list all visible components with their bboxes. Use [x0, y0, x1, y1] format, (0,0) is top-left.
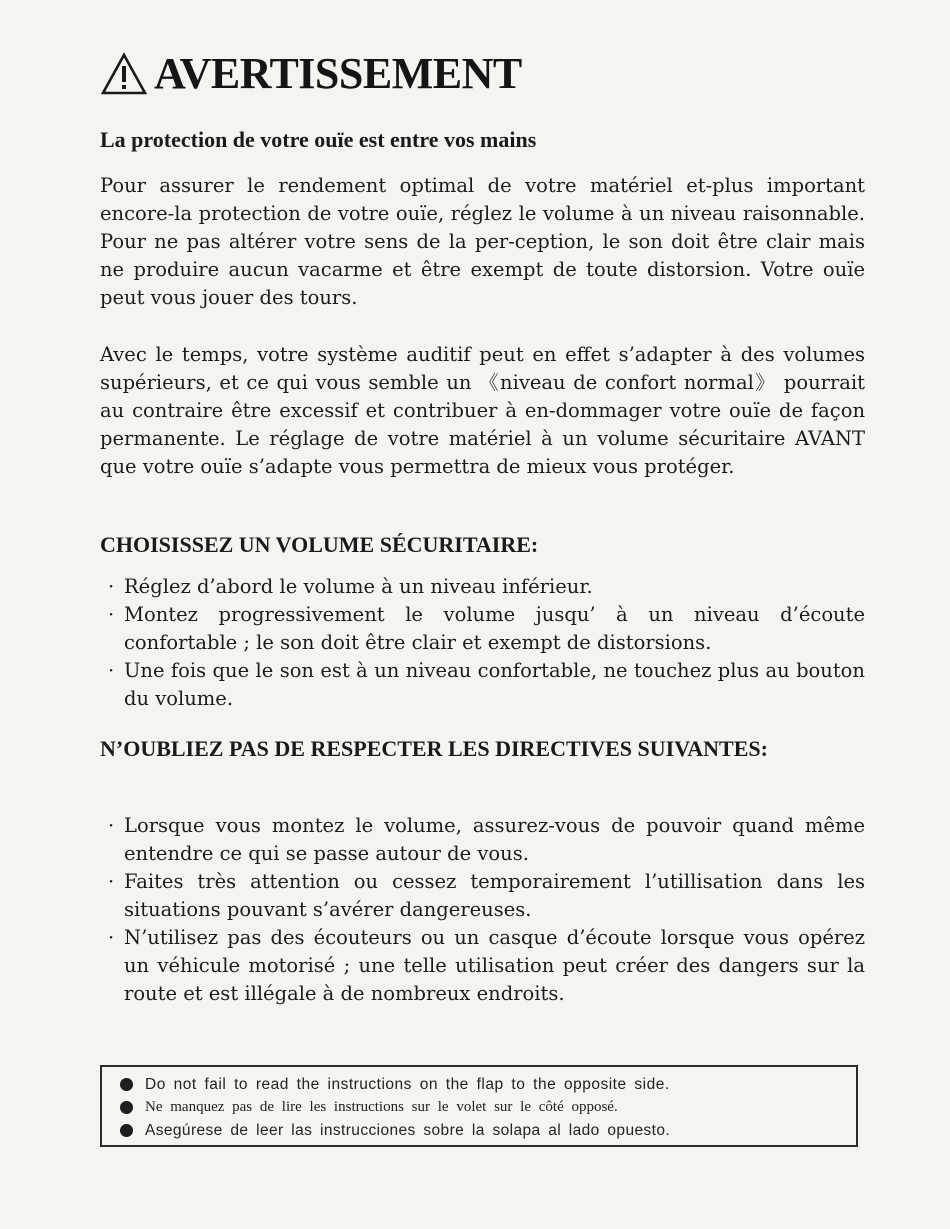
volume-instructions-list [100, 573, 865, 713]
list-item: · Montez progressivement le volume jusqu’ à un niveau d’écoute confortable ; le son doit être clair et exempt de distorsions. [108, 603, 865, 654]
page-title: AVERTISSEMENT [154, 49, 522, 98]
notice-line-english: Do not fail to read the instructions on the flap to the opposite side. [120, 1073, 856, 1096]
list-item: · N’utilisez pas des écouteurs ou un casque d’écoute lorsque vous opérez un véhicule motorisé ; une telle utilisation peut créer des dangers sur la route et est illégale à de nombreux endroits. [108, 926, 865, 1005]
multilingual-notice-box [100, 1065, 858, 1147]
bullet-disc-icon [120, 1124, 133, 1137]
bullet-disc-icon [120, 1101, 133, 1114]
notice-line-spanish: Asegúrese de leer las instrucciones sobre la solapa al lado opuesto. [120, 1119, 856, 1142]
list-item: · Une fois que le son est à un niveau confortable, ne touchez plus au bouton du volume. [108, 659, 865, 710]
title-row [100, 49, 522, 98]
adaptation-paragraph: Avec le temps, votre système auditif peut en effet s’adapter à des volumes supérieurs, et ce qui vous semble un 《niveau de confort normal》 pourrait au contraire être excessif et contribuer à en-dommager votre ouïe de façon permanente. Le réglage de votre matériel à un volume sécuritaire AVANT que votre ouïe s’adapte vous permettra de mieux vous protéger. [100, 343, 865, 478]
list-item: · Réglez d’abord le volume à un niveau inférieur. [108, 575, 593, 598]
notice-line-french: Ne manquez pas de lire les instructions sur le volet sur le côté opposé. [120, 1096, 856, 1119]
list-item: · Faites très attention ou cessez temporairement l’utillisation dans les situations pouvant s’avérer dangereuses. [108, 870, 865, 921]
subtitle: La protection de votre ouïe est entre vos mains [100, 127, 537, 152]
warning-triangle-icon [100, 52, 148, 96]
directives-list [100, 812, 865, 1008]
bullet-disc-icon [120, 1078, 133, 1091]
intro-paragraph: Pour assurer le rendement optimal de votre matériel et-plus important encore-la protection de votre ouïe, réglez le volume à un niveau raisonnable. Pour ne pas altérer votre sens de la per-ception, le son doit être clair mais ne produire aucun vacarme et être exempt de toute distorsion. Votre ouïe peut vous jouer des tours. [100, 174, 865, 309]
section-heading-volume: CHOISISSEZ UN VOLUME SÉCURITAIRE: [100, 532, 539, 557]
section-heading-directives: N’OUBLIEZ PAS DE RESPECTER LES DIRECTIVES SUIVANTES: [100, 736, 768, 761]
list-item: · Lorsque vous montez le volume, assurez-vous de pouvoir quand même entendre ce qui se passe autour de vous. [108, 814, 865, 865]
